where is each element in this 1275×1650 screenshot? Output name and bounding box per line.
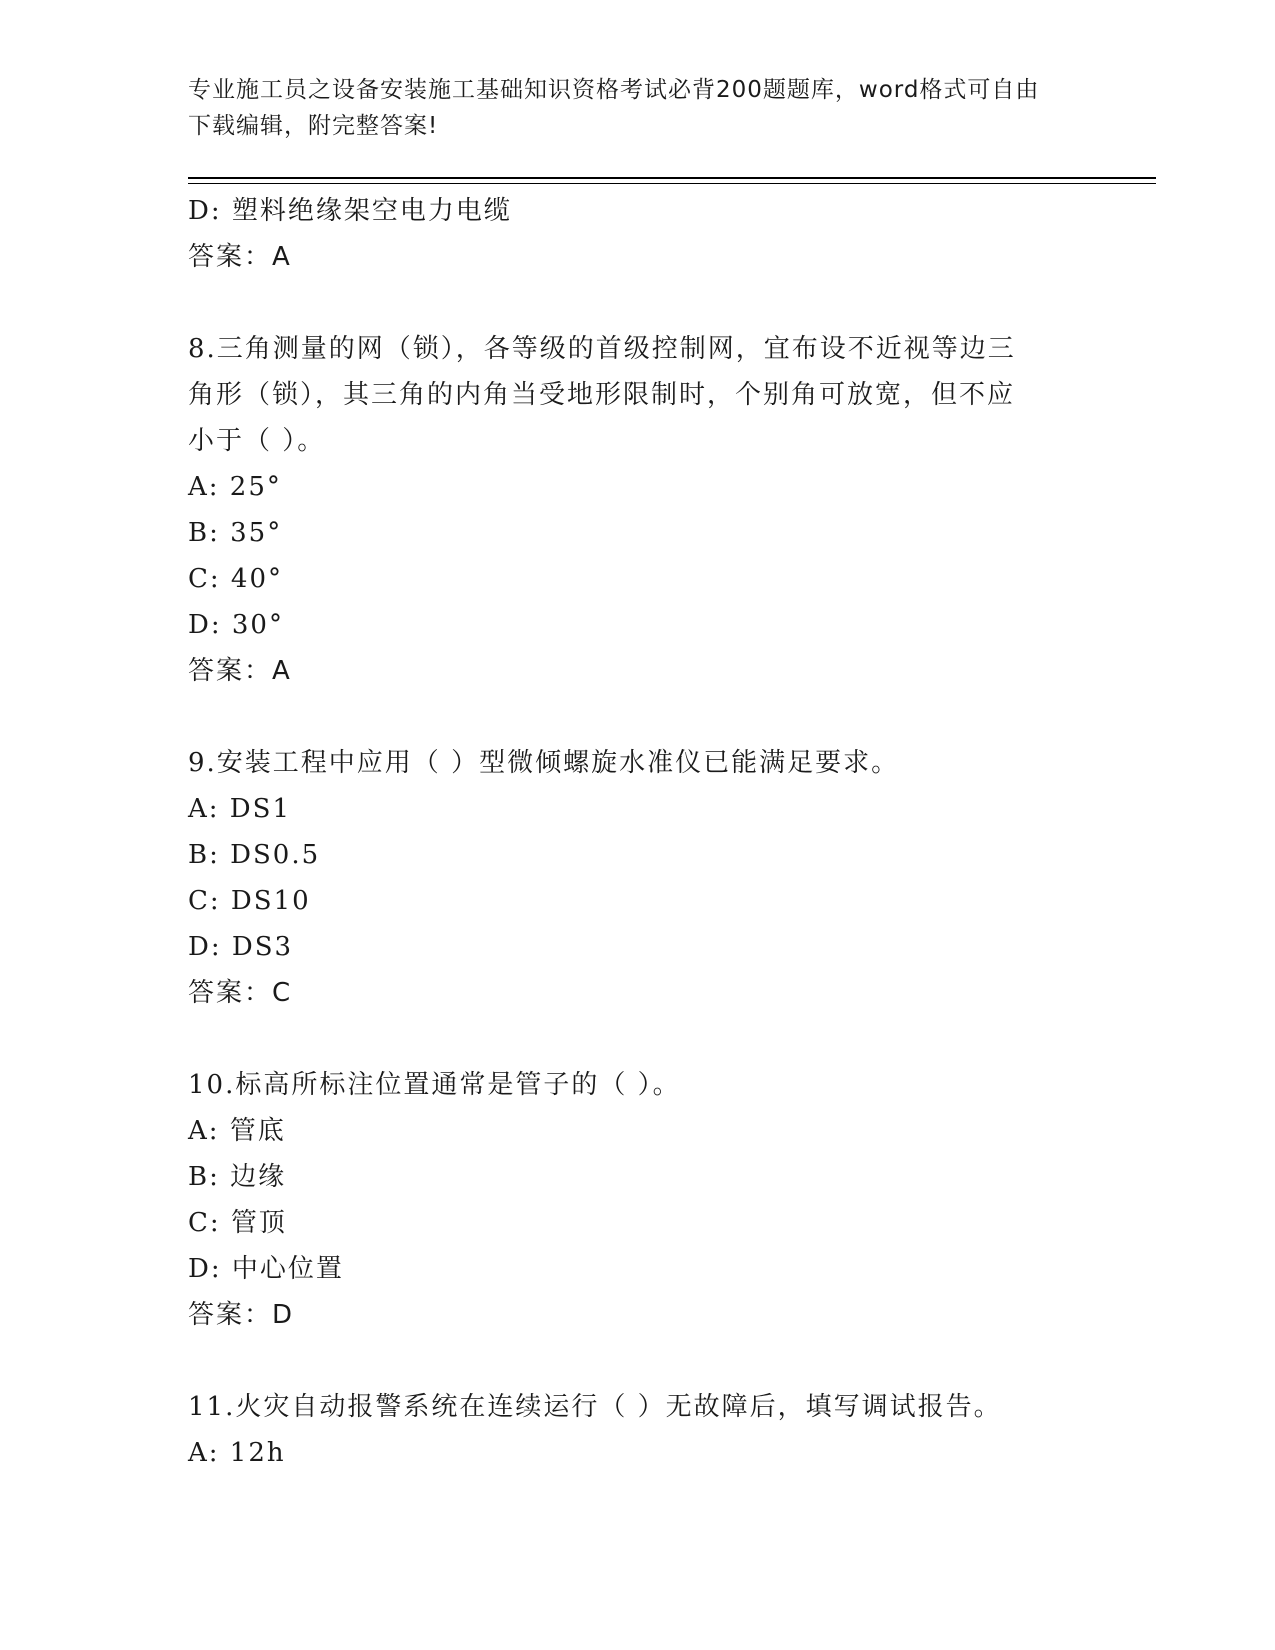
spacer	[188, 280, 1068, 326]
option-a: A: 12h	[188, 1438, 286, 1468]
answer: 答案：D	[188, 1300, 295, 1330]
page-header	[188, 72, 1068, 144]
header-rule-thick	[188, 177, 1156, 179]
question-stem-line: 11.火灾自动报警系统在连续运行（ ）无故障后，填写调试报告。	[188, 1392, 1002, 1422]
header-line-1: 专业施工员之设备安装施工基础知识资格考试必背200题题库，word格式可自由	[188, 77, 1040, 103]
answer: 答案：A	[188, 656, 292, 686]
option-c: C: DS10	[188, 886, 311, 916]
option-b: B: DS0.5	[188, 840, 321, 870]
option-d: D: 中心位置	[188, 1254, 344, 1284]
prev-answer: 答案：A	[188, 242, 292, 272]
spacer	[188, 1016, 1068, 1062]
header-line-2: 下载编辑，附完整答案!	[188, 113, 439, 139]
option-b: B: 边缘	[188, 1162, 287, 1192]
question-9	[188, 740, 1068, 1016]
prev-option-d: D: 塑料绝缘架空电力电缆	[188, 196, 512, 226]
option-c: C: 40°	[188, 564, 284, 594]
spacer	[188, 694, 1068, 740]
question-stem-line: 角形（锁），其三角的内角当受地形限制时，个别角可放宽，但不应	[188, 380, 1016, 410]
question-8	[188, 326, 1068, 694]
question-10	[188, 1062, 1068, 1338]
question-stem-line: 9.安装工程中应用（ ）型微倾螺旋水准仪已能满足要求。	[188, 748, 900, 778]
option-a: A: 管底	[188, 1116, 286, 1146]
question-stem-line: 8.三角测量的网（锁），各等级的首级控制网，宜布设不近视等边三	[188, 334, 1016, 364]
answer: 答案：C	[188, 978, 293, 1008]
question-stem-line: 10.标高所标注位置通常是管子的（ ）。	[188, 1070, 681, 1100]
option-c: C: 管顶	[188, 1208, 287, 1238]
option-b: B: 35°	[188, 518, 283, 548]
option-d: D: 30°	[188, 610, 284, 640]
header-rule-thin	[188, 183, 1156, 184]
question-stem-line: 小于（ ）。	[188, 426, 326, 456]
option-a: A: 25°	[188, 472, 282, 502]
spacer	[188, 1338, 1068, 1384]
question-content	[188, 188, 1068, 1476]
option-a: A: DS1	[188, 794, 291, 824]
option-d: D: DS3	[188, 932, 294, 962]
question-11	[188, 1384, 1068, 1476]
